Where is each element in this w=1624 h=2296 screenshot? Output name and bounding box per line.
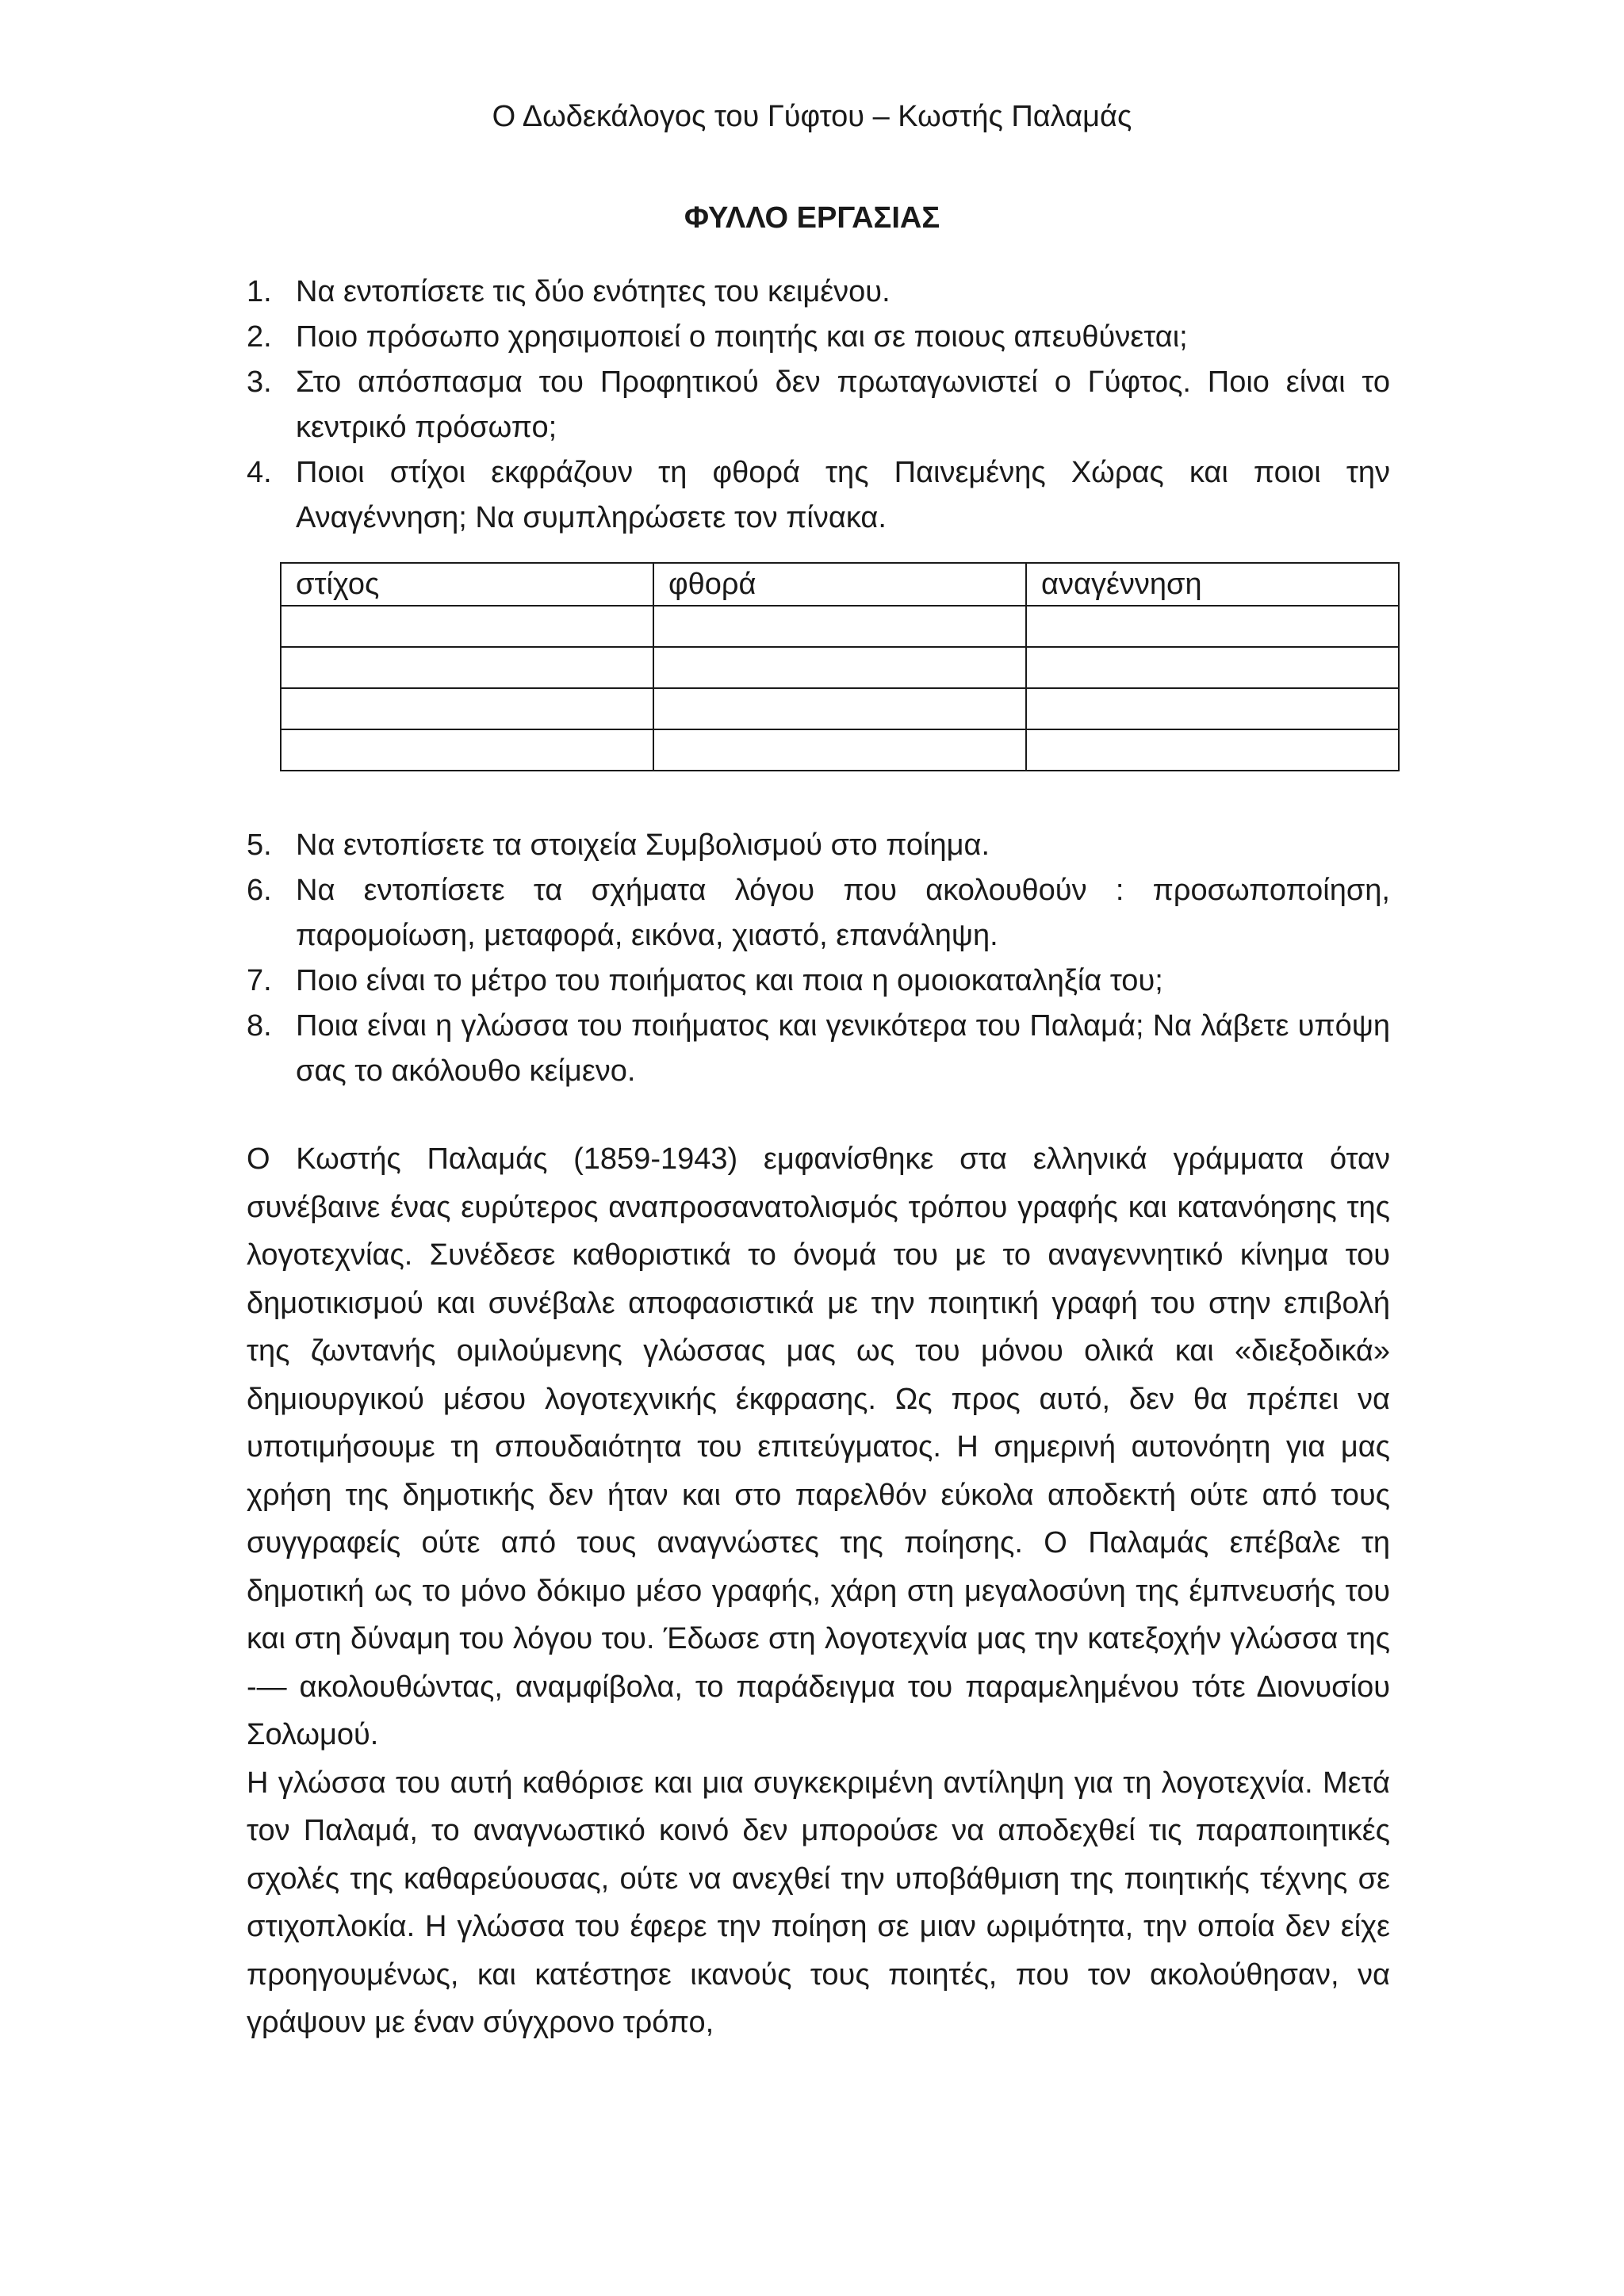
question-number: 3.: [247, 365, 272, 399]
table-cell[interactable]: [653, 606, 1026, 647]
question-text: Ποιοι στίχοι εκφράζουν τη φθορά της Παινεμένης Χώρας και ποιοι την Αναγέννηση; Να συμπληρώσετε τον πίνακα.: [296, 456, 1390, 534]
worksheet-title: ΦΥΛΛΟ ΕΡΓΑΣΙΑΣ: [684, 201, 940, 235]
table-row: [281, 606, 1399, 647]
essay-paragraph: Ο Κωστής Παλαμάς (1859-1943) εμφανίσθηκε στα ελληνικά γράμματα όταν συνέβαινε ένας ευρύτερος αναπροσανατολισμός τρόπου γραφής και κατανόησης της λογοτεχνίας. Συνέδεσε καθοριστικά το όνομά του με το αναγεννητικό κίνημα του δημοτικισμού και συνέβαλε αποφασιστικά με την ποιητική γραφή του στην επιβολή της ζωντανής ομιλούμενης γλώσσας μας ως του μόνου ολικά και «διεξοδικά» δημιουργικού μέσου λογοτεχνικής έκφρασης. Ως προς αυτό, δεν θα πρέπει να υποτιμήσουμε τη σπουδαιότητα του επιτεύγματος. Η σημερινή αυτονόητη για μας χρήση της δημοτικής δεν ήταν και στο παρελθόν εύκολα αποδεκτή ούτε από τους συγγραφείς ούτε από τους αναγνώστες της ποίησης. Ο Παλαμάς επέβαλε τη δημοτική ως το μόνο δόκιμο μέσο γραφής, χάρη στη μεγαλοσύνη της έμπνευσής του και στη δύναμη του λόγου του. Έδωσε στη λογοτεχνία μας την κατεξοχήν γλώσσα της -— ακολουθώντας, αναμφίβολα, το παράδειγμα του παραμελημένου τότε Διονυσίου Σολωμού.: [247, 1142, 1390, 1751]
question-item: [247, 868, 1390, 959]
question-number: 6.: [247, 874, 272, 907]
column-header-rebirth: αναγέννηση: [1026, 563, 1399, 606]
question-text: Να εντοπίσετε τα σχήματα λόγου που ακολουθούν : προσωποποίηση, παρομοίωση, μεταφορά, εικόνα, χιαστό, επανάληψη.: [296, 874, 1390, 952]
question-item: [247, 360, 1390, 450]
document-header: Ο Δωδεκάλογος του Γύφτου – Κωστής Παλαμάς: [492, 100, 1132, 133]
question-item: [247, 315, 1390, 360]
table-header-row: [281, 563, 1399, 606]
table-cell[interactable]: [1026, 647, 1399, 688]
question-number: 4.: [247, 456, 272, 489]
question-number: 1.: [247, 275, 272, 308]
question-item: [247, 959, 1390, 1004]
column-header-verse: στίχος: [281, 563, 653, 606]
table-cell[interactable]: [281, 647, 653, 688]
table-row: [281, 729, 1399, 771]
question-text: Ποιο πρόσωπο χρησιμοποιεί ο ποιητής και σε ποιους απευθύνεται;: [296, 320, 1188, 354]
table-cell[interactable]: [281, 729, 653, 771]
question-number: 2.: [247, 320, 272, 354]
column-header-decay: φθορά: [653, 563, 1026, 606]
table-cell[interactable]: [281, 606, 653, 647]
question-number: 7.: [247, 964, 272, 997]
verse-analysis-table: [280, 562, 1400, 771]
table-row: [281, 688, 1399, 729]
question-text: Ποιο είναι το μέτρο του ποιήματος και ποια η ομοιοκαταληξία του;: [296, 964, 1163, 997]
table-cell[interactable]: [1026, 729, 1399, 771]
question-item: [247, 1004, 1390, 1094]
table-cell[interactable]: [653, 688, 1026, 729]
table-cell[interactable]: [281, 688, 653, 729]
reference-text: [247, 1135, 1390, 2047]
question-text: Να εντοπίσετε τα στοιχεία Συμβολισμού στο ποίημα.: [296, 828, 990, 862]
essay-paragraph: Η γλώσσα του αυτή καθόρισε και μια συγκεκριμένη αντίληψη για τη λογοτεχνία. Μετά τον Παλαμά, το αναγνωστικό κοινό δεν μπορούσε να αποδεχθεί τις παραποιητικές σχολές της καθαρεύουσας, ούτε να ανεχθεί την υποβάθμιση της ποιητικής τέχνης σε στιχοπλοκία. Η γλώσσα του έφερε την ποίηση σε μιαν ωριμότητα, την οποία δεν είχε προηγουμένως, και κατέστησε ικανούς τους ποιητές, που τον ακολούθησαν, να γράψουν με έναν σύγχρονο τρόπο,: [247, 1766, 1390, 2039]
question-number: 5.: [247, 828, 272, 862]
table-cell[interactable]: [1026, 606, 1399, 647]
questions-list-part2: [247, 823, 1390, 1094]
question-item: [247, 270, 1390, 315]
table-cell[interactable]: [1026, 688, 1399, 729]
question-text: Ποια είναι η γλώσσα του ποιήματος και γενικότερα του Παλαμά; Να λάβετε υπόψη σας το ακόλουθο κείμενο.: [296, 1009, 1390, 1088]
question-item: [247, 450, 1390, 541]
table-row: [281, 647, 1399, 688]
table-cell[interactable]: [653, 729, 1026, 771]
question-number: 8.: [247, 1009, 272, 1043]
question-text: Να εντοπίσετε τις δύο ενότητες του κειμένου.: [296, 275, 891, 308]
question-text: Στο απόσπασμα του Προφητικού δεν πρωταγωνιστεί ο Γύφτος. Ποιο είναι το κεντρικό πρόσωπο;: [296, 365, 1390, 444]
table-cell[interactable]: [653, 647, 1026, 688]
question-item: [247, 823, 1390, 868]
questions-list-part1: [247, 270, 1390, 541]
